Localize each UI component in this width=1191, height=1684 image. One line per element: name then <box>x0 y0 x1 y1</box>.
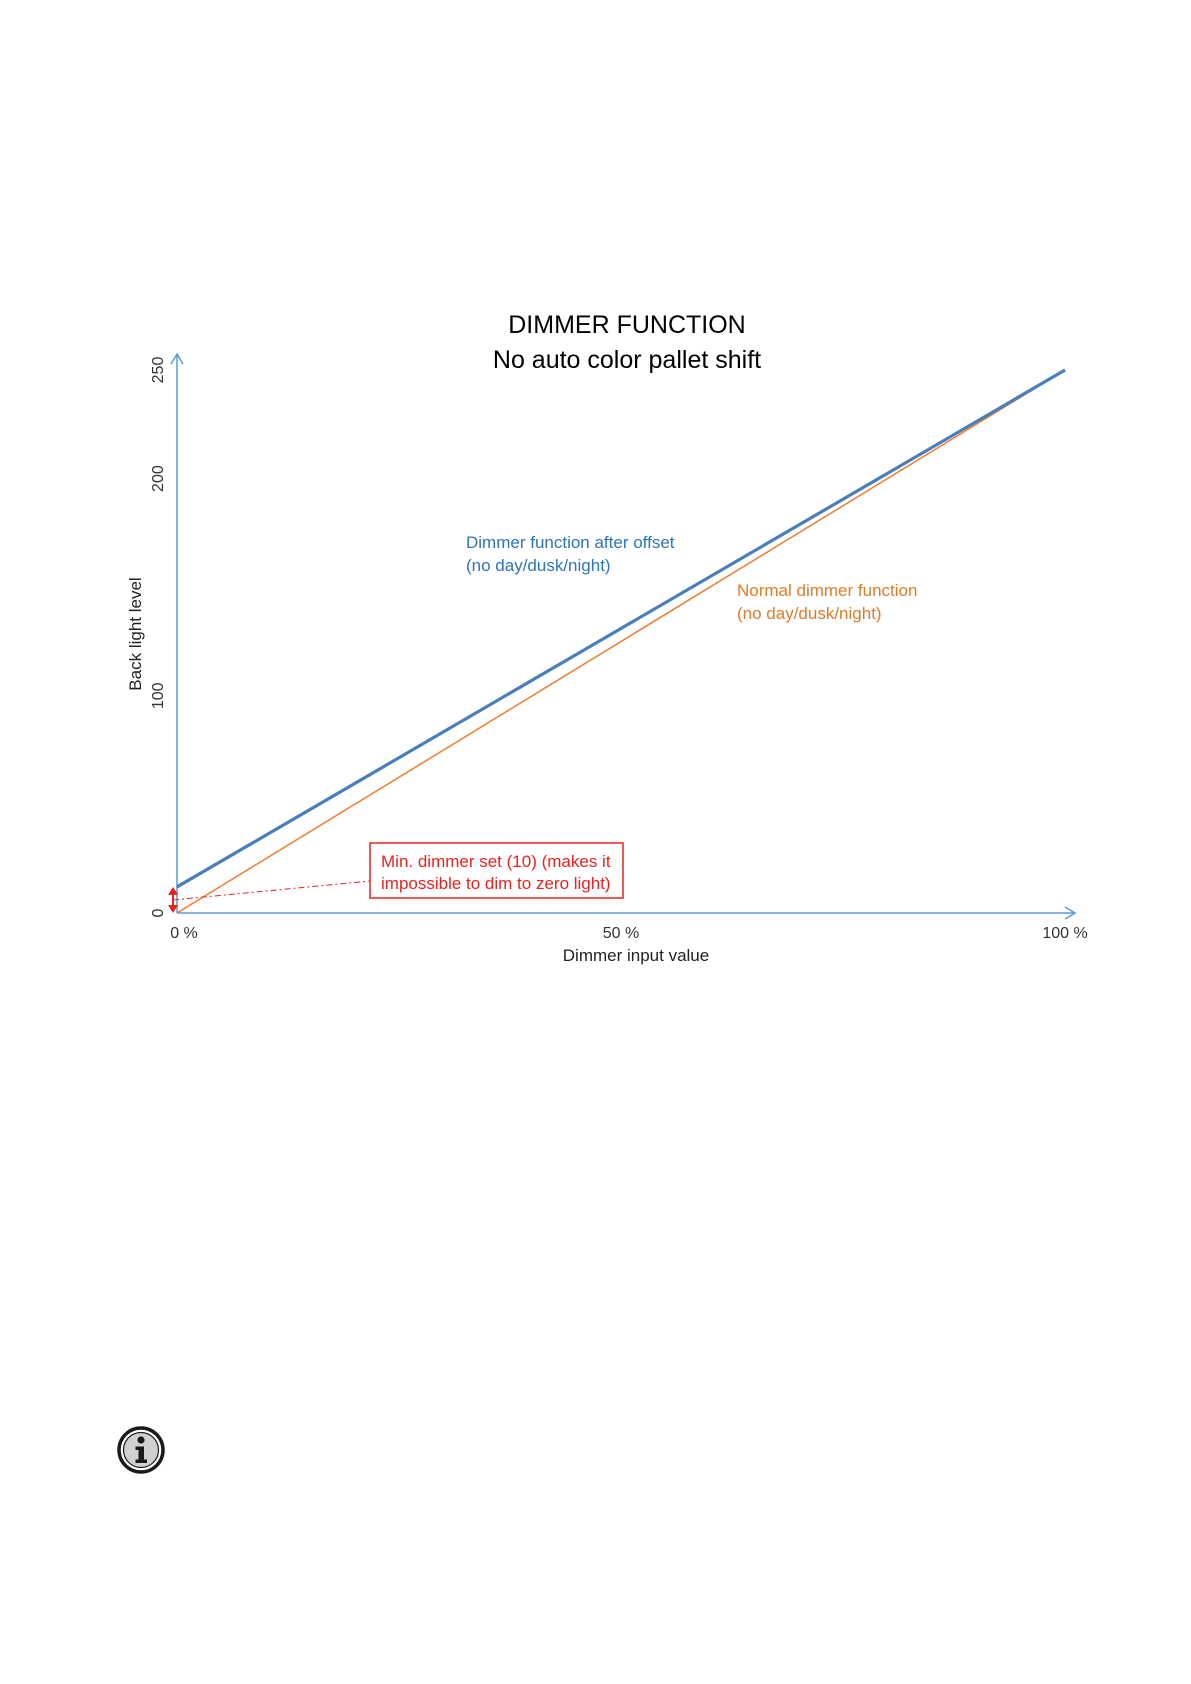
x-tick-label: 50 % <box>602 925 640 942</box>
y-tick-labels <box>150 357 167 918</box>
orange-series-label <box>737 581 917 623</box>
orange-label-line2: (no day/dusk/night) <box>737 604 882 623</box>
info-icon <box>116 1425 166 1475</box>
x-tick-label: 100 % <box>1042 925 1088 942</box>
chart-title: DIMMER FUNCTION <box>508 311 746 339</box>
series-line-normal <box>177 370 1065 913</box>
x-tick-label: 0 % <box>170 925 198 942</box>
chart-subtitle: No auto color pallet shift <box>492 346 762 374</box>
blue-label-line2: (no day/dusk/night) <box>466 556 611 575</box>
min-box-line2: impossible to dim to zero light) <box>381 874 611 893</box>
min-dimmer-callout <box>370 843 623 898</box>
y-tick-label: 0 <box>150 908 167 918</box>
y-tick-label: 250 <box>150 356 167 384</box>
series-line-offset <box>177 370 1065 887</box>
y-tick-label: 100 <box>150 682 167 710</box>
min-dimmer-indicator <box>168 881 370 913</box>
y-tick-label: 200 <box>150 465 167 492</box>
orange-label-line1: Normal dimmer function <box>737 581 918 600</box>
min-box-line1: Min. dimmer set (10) (makes it <box>381 852 611 871</box>
x-axis-label: Dimmer input value <box>562 946 710 965</box>
blue-series-label <box>466 533 675 575</box>
blue-label-line1: Dimmer function after offset <box>466 533 675 552</box>
min-dimmer-leader-line <box>173 881 370 900</box>
y-axis-label: Back light level <box>126 577 145 691</box>
x-tick-labels <box>170 925 1087 942</box>
